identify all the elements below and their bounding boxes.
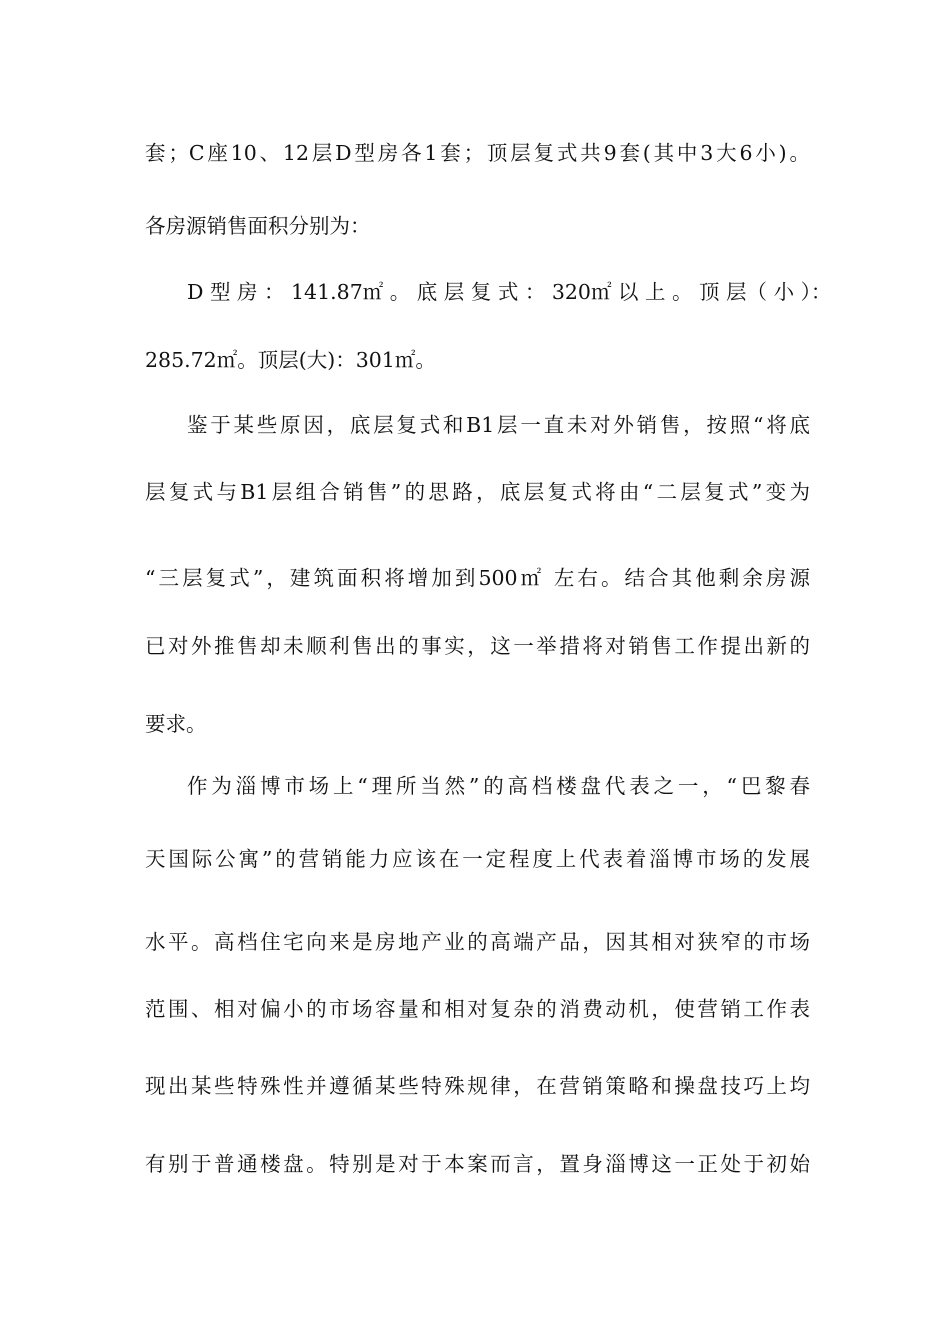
text-line-5: 鉴于某些原因，底层复式和B1层一直未对外销售，按照“将底 — [187, 413, 810, 437]
text-line-15: 有别于普通楼盘。特别是对于本案而言，置身淄博这一正处于初始 — [145, 1152, 810, 1176]
text-line-13: 范围、相对偏小的市场容量和相对复杂的消费动机，使营销工作表 — [145, 997, 810, 1021]
text-line-6: 层复式与B1层组合销售”的思路，底层复式将由“二层复式”变为 — [145, 480, 810, 504]
text-line-14: 现出某些特殊性并遵循某些特殊规律，在营销策略和操盘技巧上均 — [145, 1074, 810, 1098]
text-line-12: 水平。高档住宅向来是房地产业的高端产品，因其相对狭窄的市场 — [145, 930, 810, 954]
text-line-11: 天国际公寓”的营销能力应该在一定程度上代表着淄博市场的发展 — [145, 847, 810, 871]
text-line-8: 已对外推售却未顺利售出的事实，这一举措将对销售工作提出新的 — [145, 634, 810, 658]
text-line-1: 套；C座10、12层D型房各1套；顶层复式共9套(其中3大6小)。 — [145, 141, 810, 165]
text-line-9: 要求。 — [145, 712, 207, 736]
text-line-7: “三层复式”，建筑面积将增加到500㎡ 左右。结合其他剩余房源 — [145, 566, 810, 590]
text-line-4: 285.72㎡。顶层(大)：301㎡。 — [145, 348, 436, 372]
text-line-2: 各房源销售面积分别为： — [145, 214, 371, 238]
text-line-10: 作为淄博市场上“理所当然”的高档楼盘代表之一，“巴黎春 — [187, 774, 810, 798]
text-line-3: D 型 房 ： 141.87㎡ 。 底 层 复 式 ： 320㎡ 以 上 。 顶 层（ 小 ）： — [187, 280, 832, 304]
